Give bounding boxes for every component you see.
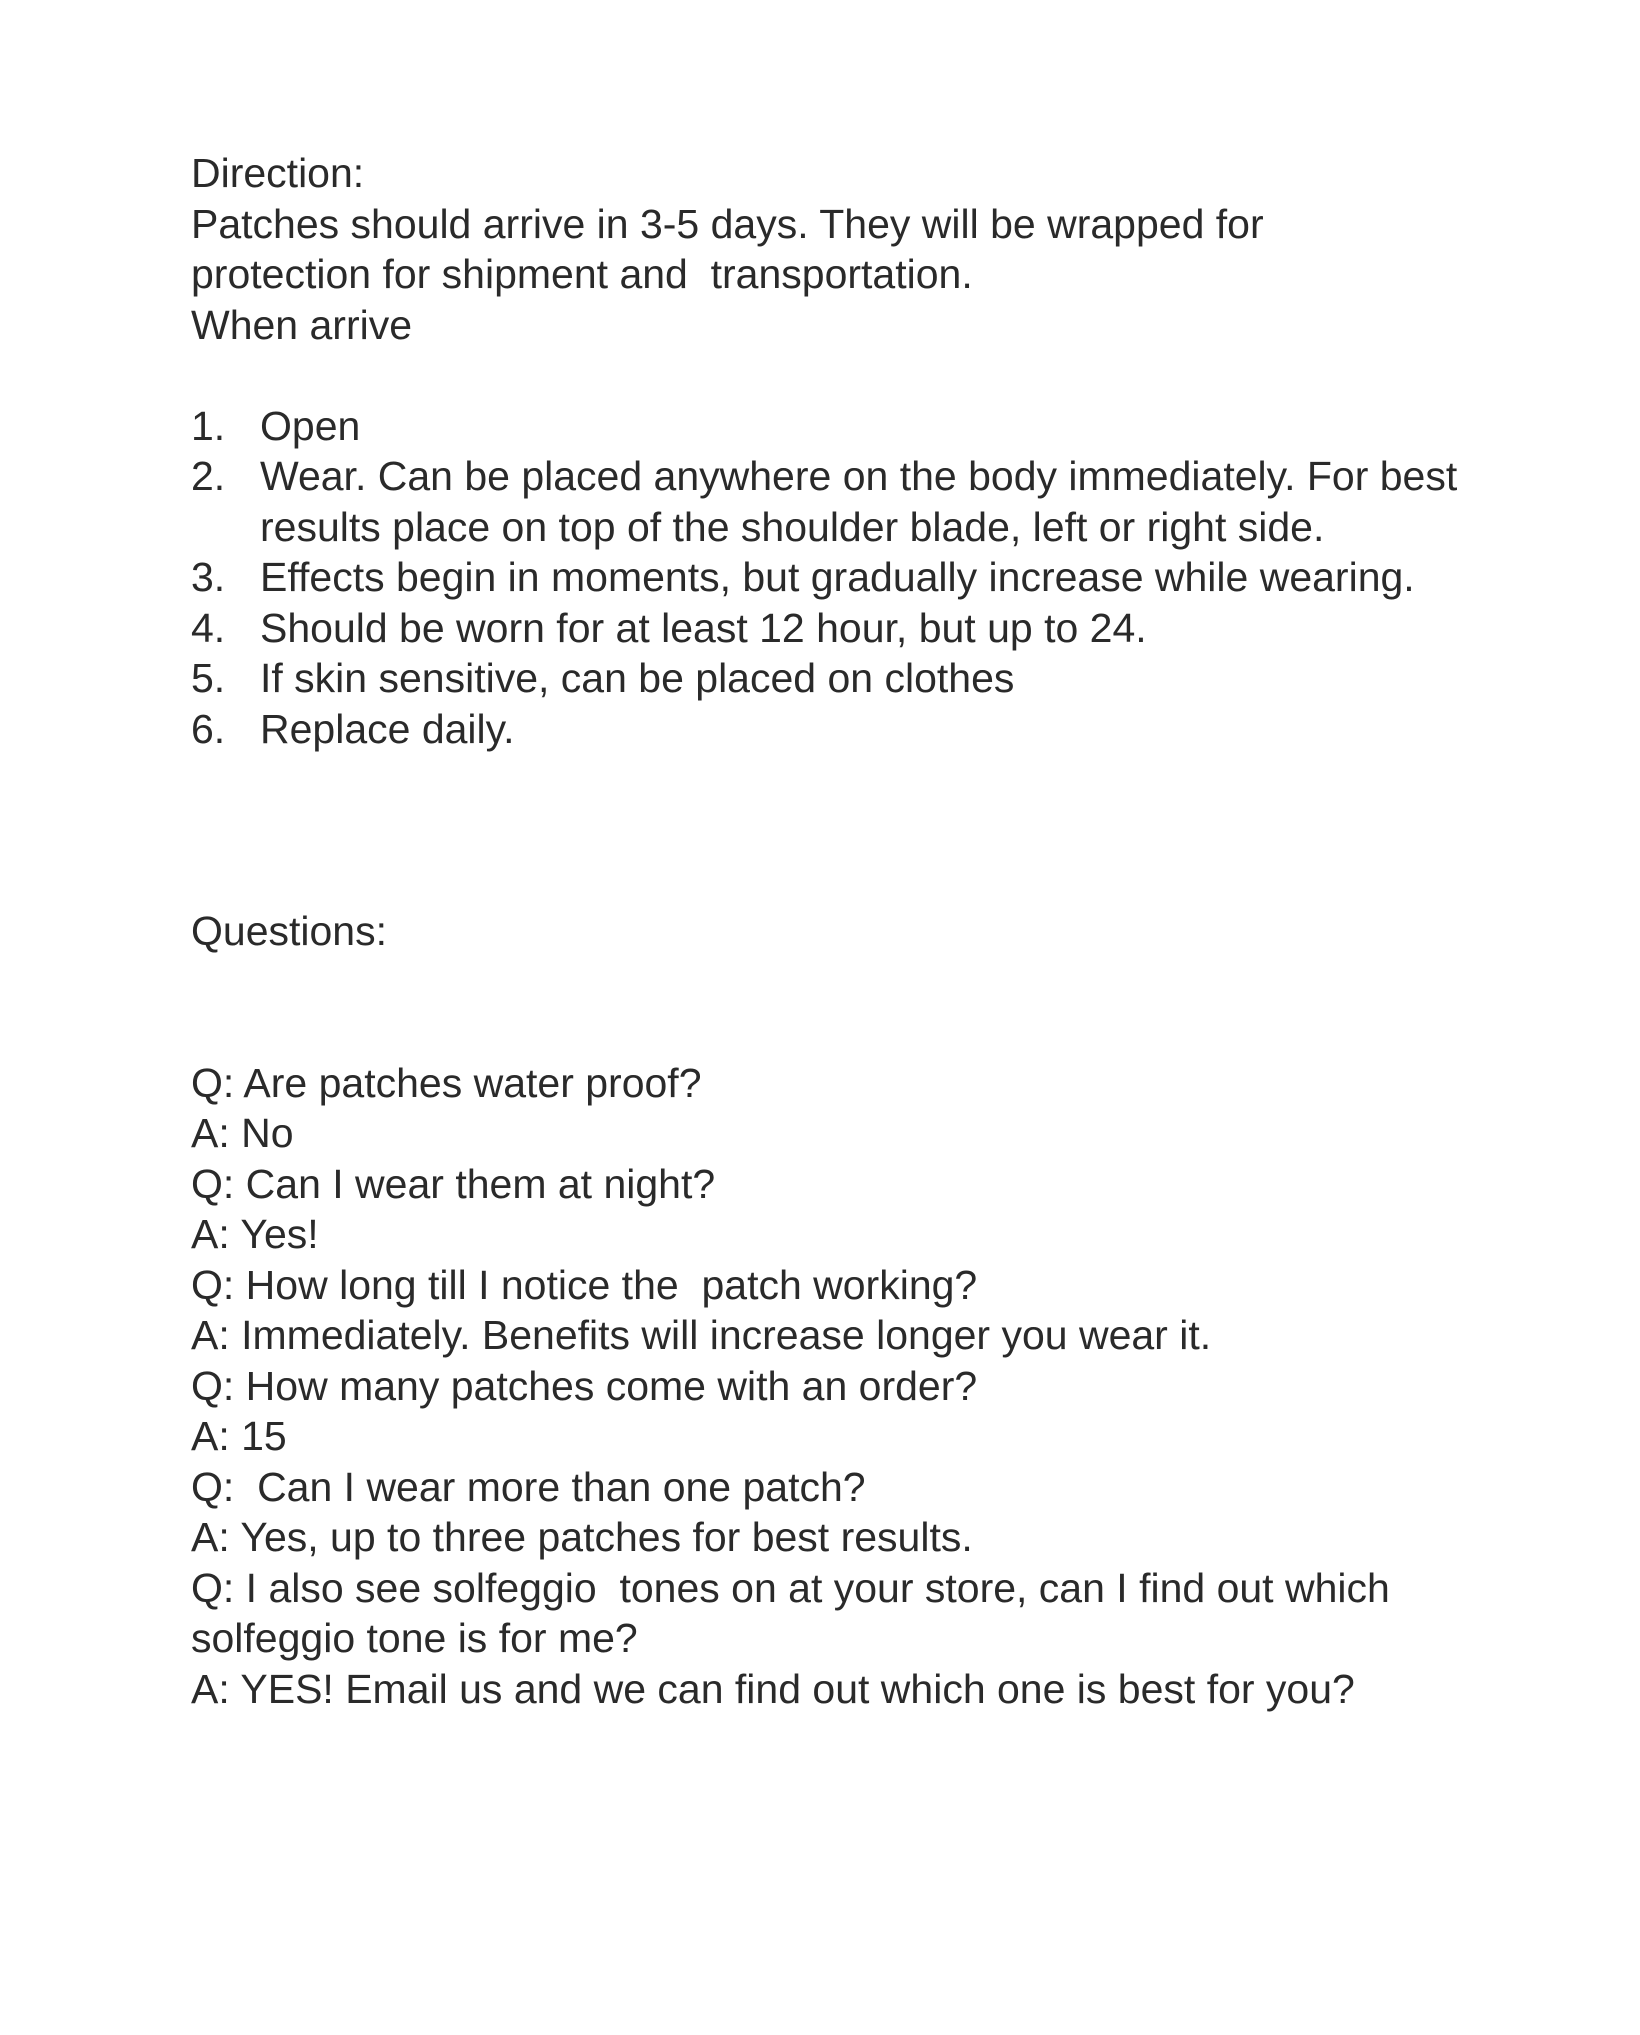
step-text: Effects begin in moments, but gradually increase while wearing. [260, 554, 1415, 600]
step-text: If skin sensitive, can be placed on clothes [260, 655, 1015, 701]
step-number: 6. [191, 705, 226, 752]
step-number: 4. [191, 604, 226, 651]
step-item [191, 401, 1461, 452]
when-arrive-text: When arrive [191, 301, 413, 348]
questions-heading: Questions: [191, 908, 387, 954]
spacer [191, 350, 1461, 401]
steps-list [191, 401, 1461, 755]
direction-intro-line: Patches should arrive in 3-5 days. They will be wrapped for [191, 200, 1264, 247]
question-text: Q: Can I wear them at night? [191, 1160, 716, 1207]
step-text: Should be worn for at least 12 hour, but up to 24. [260, 604, 1147, 651]
direction-intro-line: protection for shipment and transportation. [191, 251, 973, 297]
answer-text: A: Yes! [191, 1211, 319, 1257]
step-item [191, 603, 1461, 654]
answer-text: A: No [191, 1110, 294, 1156]
answer-text: A: 15 [191, 1413, 287, 1459]
direction-heading: Direction: [191, 150, 365, 196]
document-body [191, 148, 1461, 1714]
spacer [191, 957, 1461, 1058]
step-number: 2. [191, 453, 226, 499]
answer-text: A: Immediately. Benefits will increase longer you wear it. [191, 1312, 1212, 1358]
question-text: Q: How many patches come with an order? [191, 1362, 978, 1409]
step-number: 1. [191, 402, 226, 449]
question-text: Q: Are patches water proof? [191, 1059, 702, 1106]
question-text: Q: I also see solfeggio tones on at your store, can I find out which solfeggio tone is for me? [191, 1564, 1402, 1661]
step-item [191, 653, 1461, 704]
step-number: 3. [191, 554, 226, 600]
question-text: Q: How long till I notice the patch working? [191, 1261, 978, 1308]
step-item [191, 704, 1461, 755]
answer-text: A: YES! Email us and we can find out which one is best for you? [191, 1665, 1355, 1712]
step-item [191, 451, 1461, 552]
step-text: Open [260, 402, 361, 449]
qa-list [191, 1058, 1461, 1715]
answer-text: A: Yes, up to three patches for best results. [191, 1514, 973, 1560]
step-text: Replace daily. [260, 705, 515, 752]
step-text: Wear. Can be placed anywhere on the body immediately. For best results place on top of the shoulder blade, left or right side. [260, 453, 1458, 550]
step-number: 5. [191, 655, 226, 701]
step-item [191, 552, 1461, 603]
question-text: Q: Can I wear more than one patch? [191, 1463, 866, 1510]
spacer [191, 754, 1461, 906]
